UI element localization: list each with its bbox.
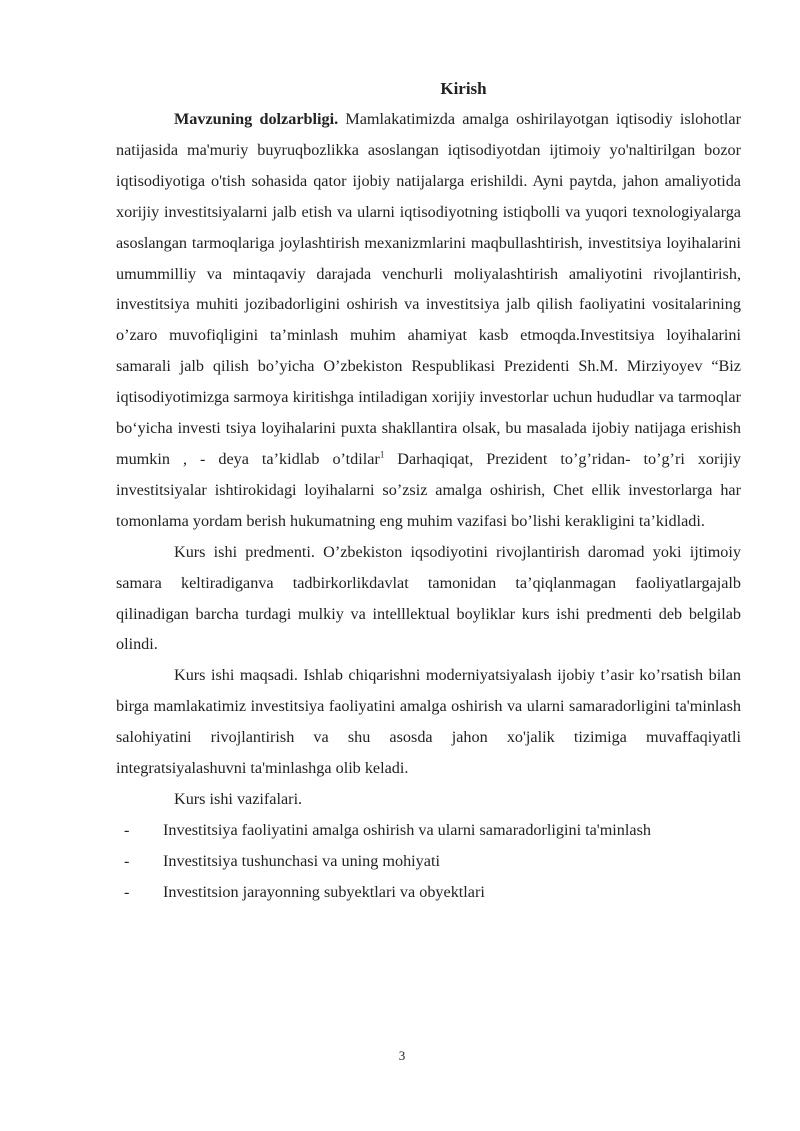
page-number-value: 3 <box>398 1048 406 1063</box>
paragraph-text-continued: Darhaqiqat, Prezident to’g’ridan- to’g’ri xorijiy investitsiyalar ishtirokidagi loyihalarni so’zsiz amalga oshirish, Chet ellik investorlarga har tomonlama yordam berish hukumatning eng muhim vazifasi bo’lishi kerakligini ta’kidladi. <box>116 449 741 530</box>
list-bullet: - <box>124 851 130 870</box>
list-item-text: Investitsion jarayonning subyektlari va obyektlari <box>163 882 485 901</box>
list-item <box>116 846 741 877</box>
paragraph-relevance <box>116 104 741 537</box>
footnote-reference[interactable]: 1 <box>379 449 385 460</box>
page-title: Kirish <box>440 79 487 98</box>
document-body <box>116 74 741 908</box>
list-item <box>116 877 741 908</box>
list-bullet: - <box>124 882 130 901</box>
paragraph-text: Mamlakatimizda amalga oshirilayotgan iqtisodiy islohotlar natijasida ma'muriy buyruqbozlikka asoslangan iqtisodiyotdan ijtimoiy yo'naltirilgan bozor iqtisodiyotiga o'tish sohasida qator ijobiy natijalarga erishildi. Ayni paytda, jahon amaliyotida xorijiy investitsiyalarni jalb etish va ularni iqtisodiyotning istiqbolli va yuqori texnologiyalarga asoslangan tarmoqlariga joylashtirish mexanizmlarini maqbullashtirish, investitsiya loyihalarini umummilliy va mintaqaviy darajada venchurli moliyalashtirish amaliyotini rivojlantirish, investitsiya muhiti jozibadorligini oshirish va investitsiya jalb qilish faoliyatini vositalarining o’zaro muvofiqligini ta’minlash muhim ahamiyat kasb etmoqda.Investitsiya loyihalarini samarali jalb qilish bo’yicha O’zbekiston Respublikasi Prezidenti Sh.M. Mirziyoyev “Biz iqtisodiyotimizga sarmoya kiritishga intiladigan xorijiy investorlar uchun hududlar va tarmoqlar bo‘yicha investi tsiya loyihalarini puxta shakllantira olsak, bu masalada ijobiy natijaga erishish mumkin , - deya ta’kidlab o’tdilar <box>116 110 741 468</box>
paragraph-tasks-heading: Kurs ishi vazifalari. <box>174 789 303 808</box>
list-bullet: - <box>124 820 130 839</box>
tasks-list <box>116 815 741 908</box>
list-item-text: Investitsiya faoliyatini amalga oshirish va ularni samaradorligini ta'minlash <box>163 820 651 839</box>
paragraph-goal: Kurs ishi maqsadi. Ishlab chiqarishni moderniyatsiyalash ijobiy t’asir ko’rsatish bilan birga mamlakatimiz investitsiya faoliyatini amalga oshirish va ularni samaradorligini ta'minlash salohiyatini rivojlantirish va shu asosda jahon xo'jalik tizimiga muvaffaqiyatli integratsiyalashuvni ta'minlashga olib keladi. <box>116 666 741 778</box>
list-item-text: Investitsiya tushunchasi va uning mohiyati <box>163 851 440 870</box>
list-item <box>116 815 741 846</box>
paragraph-lead: Mavzuning dolzarbligi. <box>174 110 339 128</box>
page-number <box>0 1048 800 1064</box>
paragraph-subject: Kurs ishi predmenti. O’zbekiston iqsodiyotini rivojlantirish daromad yoki ijtimoiy samara keltiradiganva tadbirkorlikdavlat tamonidan ta’qiqlanmagan faoliyatlargajalb qilinadigan barcha turdagi mulkiy va intelllektual boyliklar kurs ishi predmenti deb belgilab olindi. <box>116 542 741 654</box>
